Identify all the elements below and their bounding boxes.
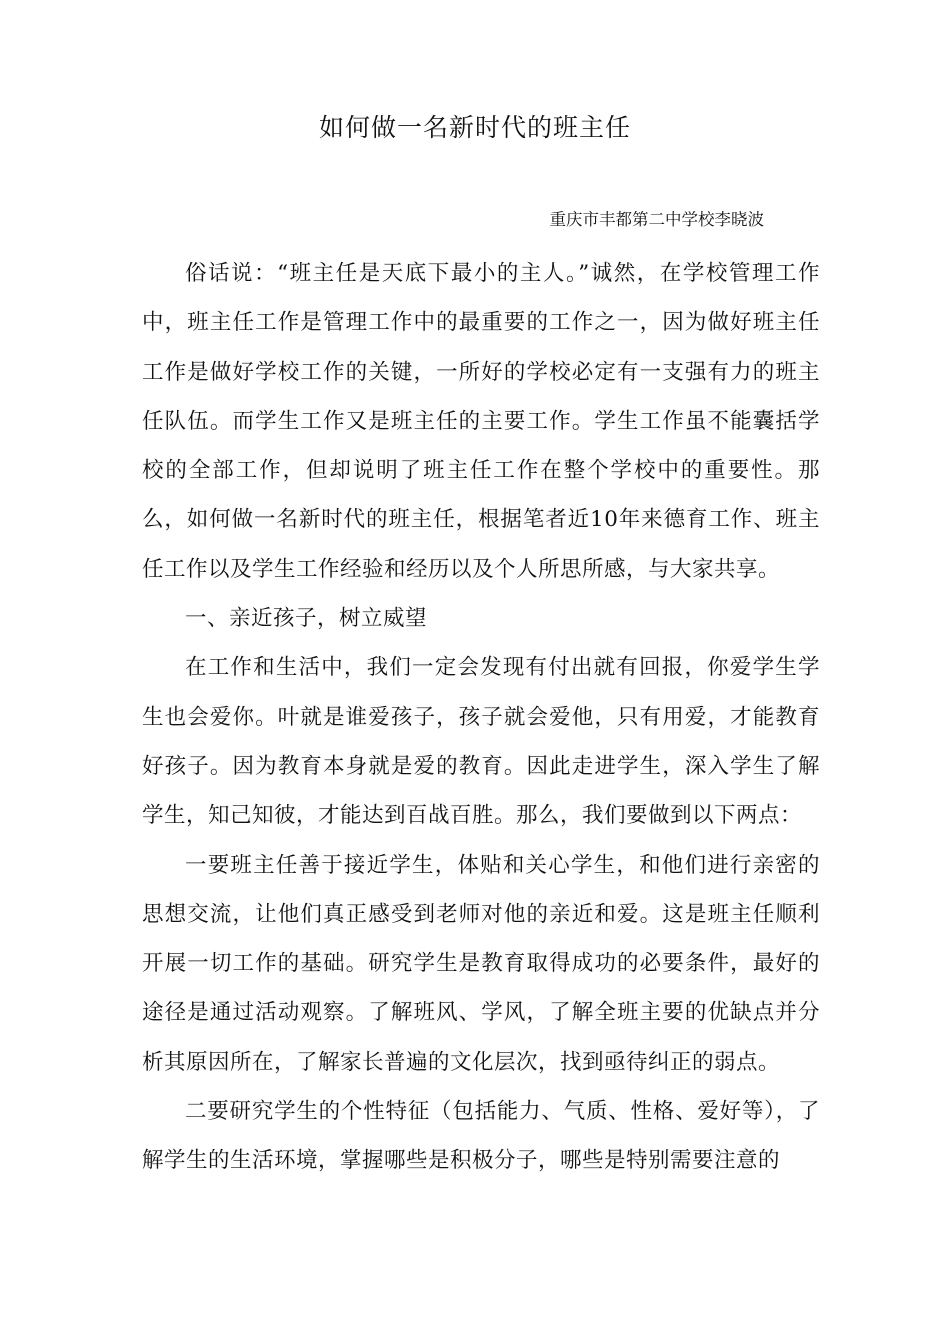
paragraph: 一要班主任善于接近学生，体贴和关心学生，和他们进行亲密的思想交流，让他们真正感受到老师对他的亲近和爱。这是班主任顺利开展一切工作的基础。研究学生是教育取得成功的必要条件，最好的途径是通过活动观察。了解班风、学风，了解全班主要的优缺点并分析其原因所在，了解家长普遍的文化层次，找到亟待纠正的弱点。 <box>142 852 820 1075</box>
paragraph: 在工作和生活中，我们一定会发现有付出就有回报，你爱学生学生也会爱你。叶就是谁爱孩子，孩子就会爱他，只有用爱，才能教育好孩子。因为教育本身就是爱的教育。因此走进学生，深入学生了解学生，知己知彼，才能达到百战百胜。那么，我们要做到以下两点： <box>142 655 820 829</box>
paragraph: 二要研究学生的个性特征（包括能力、气质、性格、爱好等），了解学生的生活环境，掌握哪些是积极分子，哪些是特别需要注意的 <box>142 1099 820 1174</box>
document-body <box>142 249 820 1186</box>
section-heading: 一、亲近孩子，树立威望 <box>185 606 428 632</box>
paragraph-intro: 俗话说：“班主任是天底下最小的主人。”诚然，在学校管理工作中，班主任工作是管理工作中的最重要的工作之一，因为做好班主任工作是做好学校工作的关键，一所好的学校必定有一支强有力的班主任队伍。而学生工作又是班主任的主要工作。学生工作虽不能囊括学校的全部工作，但却说明了班主任工作在整个学校中的重要性。那么，如何做一名新时代的班主任，根据笔者近10年来德育工作、班主任工作以及学生工作经验和经历以及个人所思所感，与大家共享。 <box>142 261 820 582</box>
document-author: 重庆市丰都第二中学校李晓波 <box>549 210 764 229</box>
document-title: 如何做一名新时代的班主任 <box>318 113 631 142</box>
